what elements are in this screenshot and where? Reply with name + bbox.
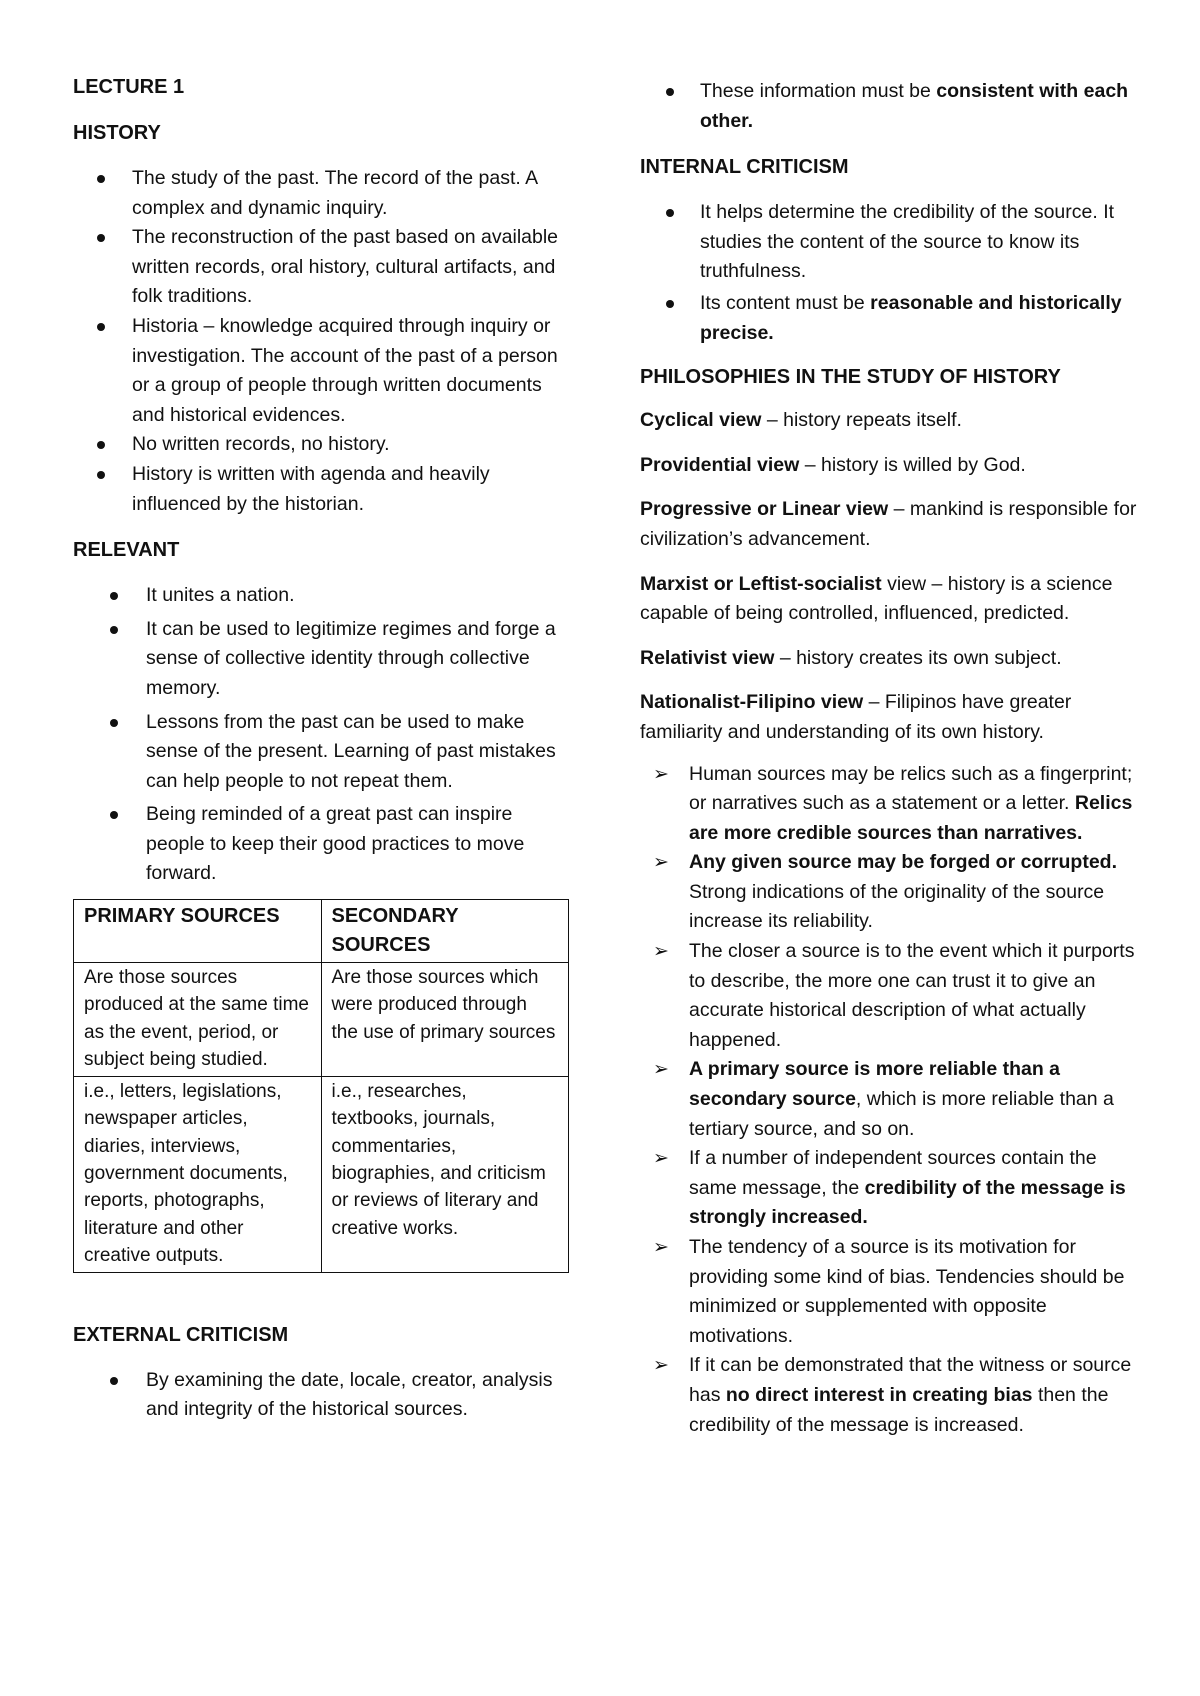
table-row (74, 963, 569, 1077)
list-item (653, 1233, 1140, 1351)
view-description: view – history is a science capable of being controlled, influenced, predicted. (640, 572, 1113, 625)
item-text: Its content must be (700, 291, 871, 314)
item-text: The tendency of a source is its motivation for providing some kind of bias. Tendencies should be minimized or supplemented with opposite motivations. (689, 1236, 1125, 1347)
item-bold-text: credibility of the message is strongly increased. (689, 1176, 1126, 1229)
arrow-bullet-icon: ➢ (653, 852, 669, 874)
item-text: These information must be (700, 80, 937, 102)
view-providential (640, 451, 1140, 481)
relevant-heading: RELEVANT (73, 539, 180, 562)
list-item: By examining the date, locale, creator, analysis and integrity of the historical sources. (146, 1366, 573, 1425)
table-cell: i.e., researches, textbooks, journals, commentaries, biographies, and criticism or reviews of literary and creative works. (321, 1076, 569, 1272)
view-name: Nationalist-Filipino view (640, 691, 864, 714)
arrow-bullet-icon: ➢ (653, 1237, 669, 1258)
item-bold-text: no direct interest in creating bias (725, 1383, 1033, 1406)
arrow-bullet-icon: ➢ (653, 941, 669, 963)
table-header-row (74, 900, 569, 963)
arrow-bullet-icon: ➢ (653, 763, 669, 785)
list-item: It can be used to legitimize regimes and forge a sense of collective identity through collective memory. (146, 615, 573, 704)
history-list (73, 164, 573, 519)
internal-criticism-heading: INTERNAL CRITICISM (640, 156, 849, 179)
list-item (653, 1351, 1140, 1440)
list-item: The study of the past. The record of the past. A complex and dynamic inquiry. (132, 164, 573, 223)
external-criticism-heading: EXTERNAL CRITICISM (73, 1323, 289, 1346)
item-text: If it can be demonstrated that the witness or source has (689, 1354, 1132, 1406)
view-description: – history is willed by God. (799, 453, 1026, 476)
left-column (73, 72, 573, 1429)
view-description: – history repeats itself. (761, 409, 962, 432)
arrow-bullet-icon: ➢ (653, 1059, 669, 1081)
view-description: – history creates its own subject. (774, 646, 1062, 669)
philosophy-views (640, 406, 1140, 747)
item-text: Human sources may be relics such as a fingerprint; or narratives such as a statement or a letter. (689, 762, 1133, 815)
view-name: Progressive or Linear view (640, 498, 889, 521)
list-item (653, 1144, 1140, 1233)
list-item: Lessons from the past can be used to make sense of the present. Learning of past mistakes can help people to not repeat them. (146, 708, 573, 797)
item-text: If a number of independent sources contain the same message, the (689, 1147, 1097, 1199)
arrow-bullet-icon: ➢ (653, 1355, 669, 1377)
list-item (700, 289, 1140, 348)
list-item: The reconstruction of the past based on available written records, oral history, cultural artifacts, and folk traditions. (132, 223, 573, 312)
philosophies-heading: PHILOSOPHIES IN THE STUDY OF HISTORY (640, 366, 1061, 389)
item-bold-text: consistent with each other. (700, 80, 1129, 132)
table-cell: i.e., letters, legislations, newspaper articles, diaries, interviews, government documents, reports, photographs, literature and other creative outputs. (74, 1076, 322, 1272)
external-criticism-continued-list (640, 77, 1140, 136)
lecture-title: LECTURE 1 (73, 76, 185, 98)
item-text: then the credibility of the message is increased. (689, 1383, 1109, 1436)
source-principles-list (640, 760, 1140, 1441)
view-name: Cyclical view (640, 409, 762, 432)
arrow-bullet-icon: ➢ (653, 1148, 669, 1170)
view-description: – Filipinos have greater familiarity and understanding of its own history. (640, 691, 1072, 743)
table-cell: Are those sources produced at the same time as the event, period, or subject being studied. (74, 963, 322, 1077)
list-item: Historia – knowledge acquired through inquiry or investigation. The account of the past of a person or a group of people through written documents and historical evidences. (132, 312, 573, 430)
item-bold-text: A primary source is more reliable than a secondary source (689, 1058, 1061, 1111)
table-header-secondary: SECONDARY SOURCES (321, 900, 569, 963)
list-item: It unites a nation. (146, 581, 573, 611)
list-item (653, 1055, 1140, 1144)
view-marxist (640, 570, 1140, 629)
view-cyclical (640, 406, 1140, 436)
table-row (74, 1076, 569, 1272)
internal-criticism-list (640, 198, 1140, 348)
view-name: Marxist or Leftist-socialist (640, 572, 882, 595)
list-item (653, 937, 1140, 1055)
item-text: Strong indications of the originality of the source increase its reliability. (689, 880, 1105, 933)
table-header-primary: PRIMARY SOURCES (74, 900, 322, 963)
list-item: History is written with agenda and heavily influenced by the historian. (132, 460, 573, 519)
view-nationalist (640, 688, 1140, 747)
list-item (700, 77, 1140, 136)
item-text: , which is more reliable than a tertiary source, and so on. (689, 1088, 1114, 1140)
item-bold-text: Any given source may be forged or corrupted. (689, 851, 1118, 874)
sources-table (73, 899, 569, 1272)
right-column (640, 77, 1140, 1440)
item-bold-text: Relics are more credible sources than narratives. (689, 792, 1133, 844)
item-bold-text: reasonable and historically precise. (700, 291, 1122, 344)
list-item (653, 848, 1140, 937)
external-criticism-list (73, 1366, 573, 1425)
relevant-list (73, 581, 573, 889)
view-progressive (640, 495, 1140, 554)
list-item: Being reminded of a great past can inspire people to keep their good practices to move forward. (146, 800, 573, 889)
view-description: – mankind is responsible for civilization’s advancement. (640, 498, 1137, 550)
view-name: Providential view (640, 453, 800, 476)
view-relativist (640, 644, 1140, 674)
list-item: No written records, no history. (132, 430, 573, 460)
view-name: Relativist view (640, 646, 775, 669)
list-item (653, 760, 1140, 849)
table-cell: Are those sources which were produced through the use of primary sources (321, 963, 569, 1077)
item-text: The closer a source is to the event which it purports to describe, the more one can trust it to give an accurate historical description of what actually happened. (689, 940, 1135, 1051)
history-heading: HISTORY (73, 122, 161, 144)
list-item: It helps determine the credibility of the source. It studies the content of the source to know its truthfulness. (700, 198, 1140, 287)
